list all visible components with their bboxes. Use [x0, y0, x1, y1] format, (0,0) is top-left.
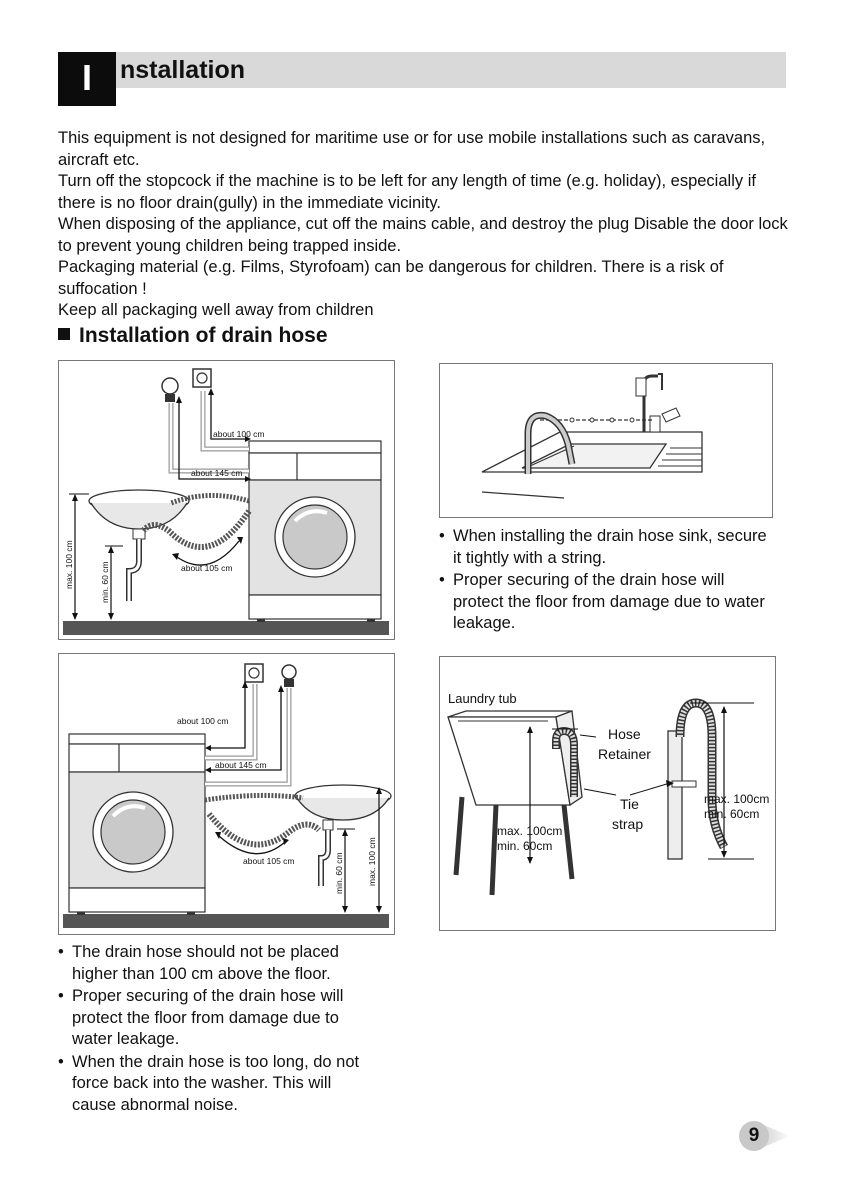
page-title: nstallation — [120, 56, 246, 84]
label-max-100-right: max. 100cm — [704, 792, 770, 806]
label-about-105: about 105 cm — [181, 563, 233, 573]
title-initial-block — [58, 52, 116, 106]
label-laundry-tub: Laundry tub — [448, 691, 517, 706]
page-number-badge — [724, 1118, 790, 1154]
label-tie: Tie — [620, 796, 639, 812]
diagram-kitchen-sink-drawing — [440, 364, 771, 516]
page-number: 9 — [748, 1125, 760, 1146]
diagram-sink-installation-alt-drawing — [59, 654, 393, 933]
diagram-sink-installation-drawing — [59, 361, 393, 638]
note-item: • Proper securing of the drain hose will protect the floor from damage due to water leakage. — [58, 986, 378, 1051]
kitchen-sink-notes — [439, 526, 779, 636]
diagram-kitchen-sink — [439, 363, 773, 518]
section-heading-text: Installation of drain hose — [79, 324, 328, 347]
intro-paragraph: Turn off the stopcock if the machine is to be left for any length of time (e.g. holiday), especially if there is no floor drain(gully) in the immediate vicinity. — [58, 172, 756, 212]
label-max-100: max. 100 cm — [64, 540, 74, 589]
label-strap: strap — [612, 816, 644, 832]
label-about-100: about 100 cm — [177, 716, 229, 726]
label-about-105: about 105 cm — [243, 856, 295, 866]
intro-paragraph: This equipment is not designed for maritime use or for use mobile installations such as caravans, aircraft etc. — [58, 129, 766, 169]
intro-text — [58, 128, 788, 322]
section-heading — [58, 323, 328, 349]
square-bullet-icon — [58, 328, 70, 340]
diagram-sink-installation-alt — [58, 653, 395, 935]
label-min-60-right: min. 60cm — [704, 807, 760, 821]
title-initial: I — [81, 57, 92, 98]
diagram-laundry-tub-drawing — [440, 657, 774, 929]
sink-installation-notes — [58, 942, 378, 1117]
label-min-60-left: min. 60cm — [497, 839, 553, 853]
note-item: • The drain hose should not be placed higher than 100 cm above the floor. — [58, 942, 378, 985]
intro-paragraph: When disposing of the appliance, cut off the mains cable, and destroy the plug Disable the door lock to prevent young children being trapped inside. — [58, 215, 788, 255]
label-retainer: Retainer — [598, 746, 651, 762]
intro-paragraph: Packaging material (e.g. Films, Styrofoam) can be dangerous for children. There is a risk of suffocation ! — [58, 258, 724, 298]
diagram-laundry-tub — [439, 656, 776, 931]
label-max-100-left: max. 100cm — [497, 824, 563, 838]
label-about-145: about 145 cm — [215, 760, 267, 770]
diagram-sink-installation — [58, 360, 395, 640]
label-about-100: about 100 cm — [213, 429, 265, 439]
note-item: • Proper securing of the drain hose will protect the floor from damage due to water leakage. — [439, 570, 779, 635]
label-hose: Hose — [608, 726, 641, 742]
note-item: • When installing the drain hose sink, secure it tightly with a string. — [439, 526, 779, 569]
label-min-60: min. 60 cm — [100, 561, 110, 603]
label-max-100: max. 100 cm — [367, 837, 377, 886]
note-item: • When the drain hose is too long, do not force back into the washer. This will cause abnormal noise. — [58, 1052, 378, 1117]
label-about-145: about 145 cm — [191, 468, 243, 478]
intro-paragraph: Keep all packaging well away from children — [58, 301, 374, 319]
label-min-60: min. 60 cm — [334, 852, 344, 894]
